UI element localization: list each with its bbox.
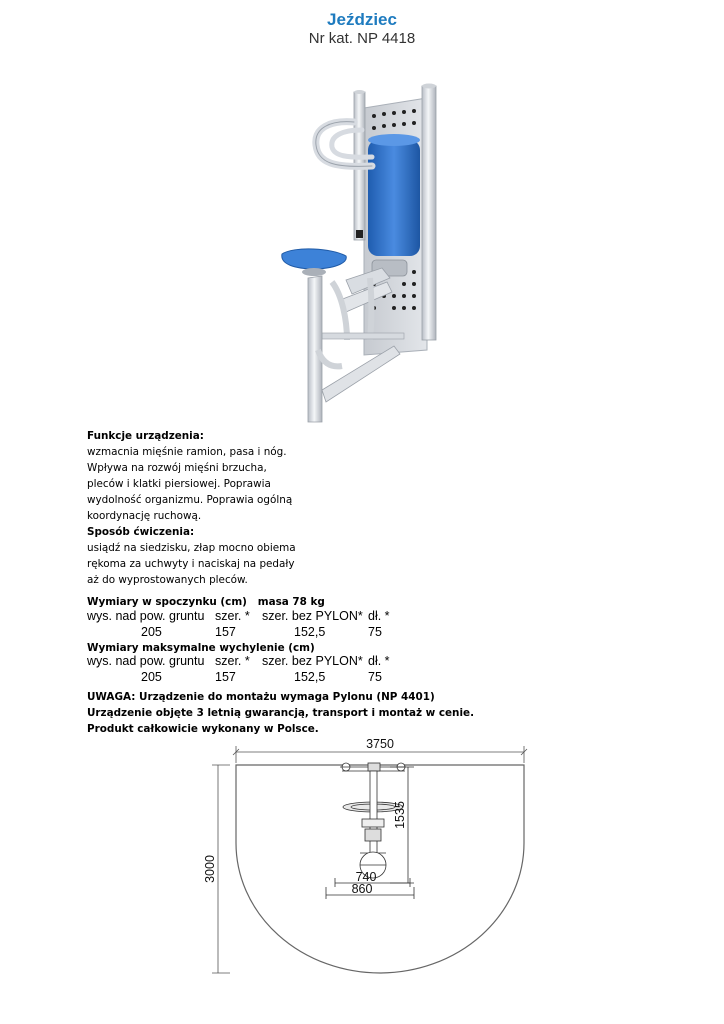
rest-value-height: 205 bbox=[141, 625, 162, 639]
plan-outer-width-label: 860 bbox=[351, 882, 373, 896]
functions-line: Wpływa na rozwój mięśni brzucha, bbox=[87, 462, 267, 474]
rest-value-width: 157 bbox=[215, 625, 236, 639]
dim-col-length: dł. * bbox=[368, 654, 390, 668]
plan-inner-width-label: 740 bbox=[355, 870, 377, 884]
safety-zone-plan bbox=[200, 735, 530, 980]
dim-col-height: wys. nad pow. gruntu bbox=[87, 654, 205, 668]
dim-col-width: szer. * bbox=[215, 609, 250, 623]
functions-line: pleców i klatki piersiowej. Poprawia bbox=[87, 478, 271, 490]
dim-col-height: wys. nad pow. gruntu bbox=[87, 609, 205, 623]
max-value-height: 205 bbox=[141, 670, 162, 684]
product-image bbox=[222, 50, 502, 425]
exercise-heading: Sposób ćwiczenia: bbox=[87, 526, 195, 538]
max-value-width: 157 bbox=[215, 670, 236, 684]
max-value-length: 75 bbox=[368, 670, 382, 684]
plan-depth-label: 1535 bbox=[393, 801, 407, 829]
rest-dimensions-heading: Wymiary w spoczynku (cm) masa 78 kg bbox=[87, 596, 325, 608]
product-title: Jeździec bbox=[327, 10, 397, 29]
max-value-width-no-pylon: 152,5 bbox=[294, 670, 326, 684]
functions-heading: Funkcje urządzenia: bbox=[87, 430, 204, 442]
dim-col-width-no-pylon: szer. bez PYLON* bbox=[262, 654, 363, 668]
exercise-line: rękoma za uchwyty i naciskaj na pedały bbox=[87, 558, 295, 570]
plan-width-label: 3750 bbox=[366, 737, 394, 751]
max-dimensions-heading: Wymiary maksymalne wychylenie (cm) bbox=[87, 642, 315, 654]
exercise-line: usiądź na siedzisku, złap mocno obiema bbox=[87, 542, 296, 554]
functions-line: koordynację ruchową. bbox=[87, 510, 202, 522]
exercise-line: aż do wyprostowanych pleców. bbox=[87, 574, 248, 586]
dim-col-length: dł. * bbox=[368, 609, 390, 623]
plan-height-label: 3000 bbox=[203, 855, 217, 883]
catalog-number: Nr kat. NP 4418 bbox=[308, 30, 416, 47]
dim-col-width-no-pylon: szer. bez PYLON* bbox=[262, 609, 363, 623]
functions-line: wydolność organizmu. Poprawia ogólną bbox=[87, 494, 293, 506]
pylon-warning: UWAGA: Urządzenie do montażu wymaga Pylonu (NP 4401) bbox=[87, 691, 435, 703]
rest-value-width-no-pylon: 152,5 bbox=[294, 625, 326, 639]
warranty-note: Urządzenie objęte 3 letnią gwarancją, transport i montaż w cenie. bbox=[87, 707, 475, 719]
made-in-poland-note: Produkt całkowicie wykonany w Polsce. bbox=[87, 723, 319, 735]
rest-value-length: 75 bbox=[368, 625, 382, 639]
dim-col-width: szer. * bbox=[215, 654, 250, 668]
functions-line: wzmacnia mięśnie ramion, pasa i nóg. bbox=[87, 446, 287, 458]
